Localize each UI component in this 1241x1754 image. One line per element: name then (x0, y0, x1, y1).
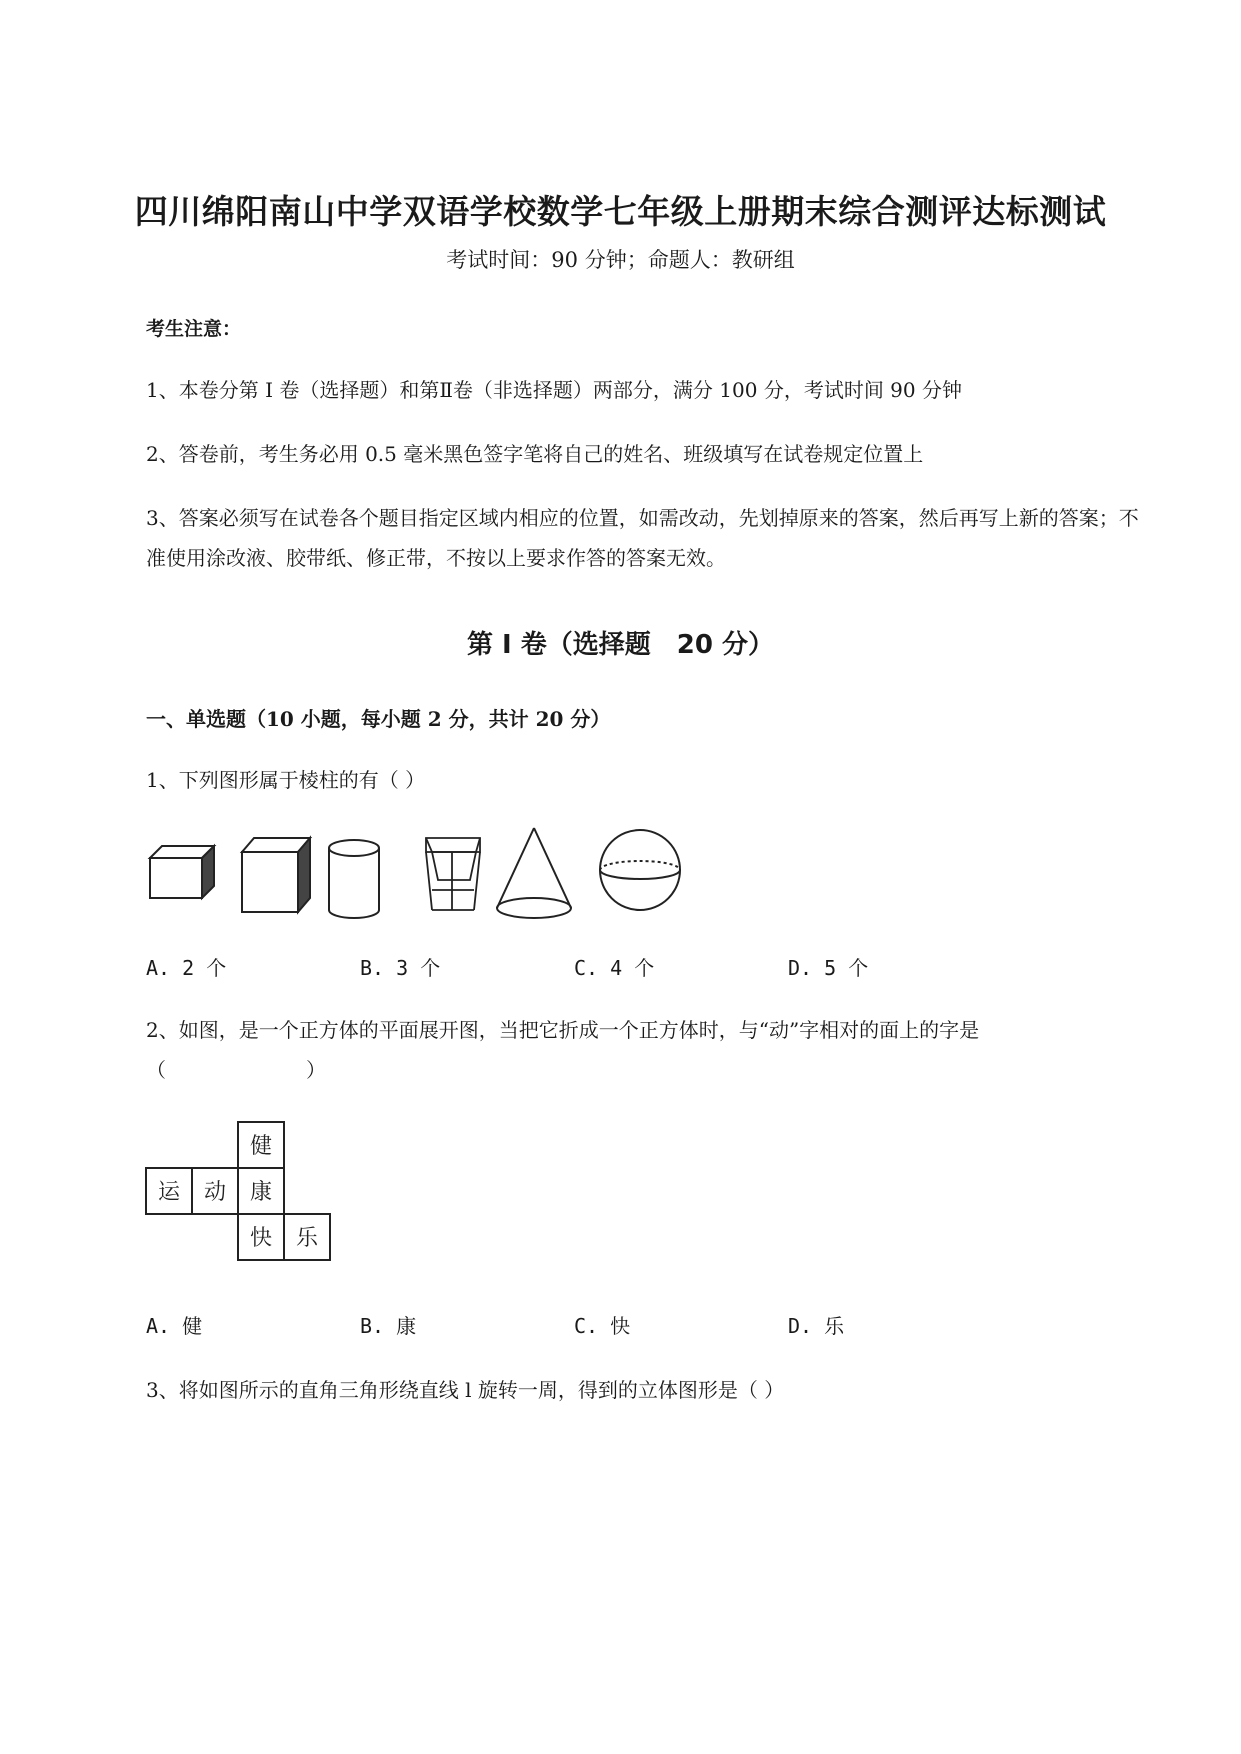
frustum-prism-shape (426, 838, 480, 910)
net-face-kang: 康 (249, 1180, 273, 1205)
net-face-kuai: 快 (249, 1226, 273, 1251)
cube-shape (242, 838, 310, 912)
question-1-stem: 1、下列图形属于棱柱的有（ ） (146, 768, 426, 792)
option-b[interactable]: B. 3 个 (360, 956, 441, 980)
option-a[interactable]: A. 健 (146, 1314, 203, 1338)
question-2-stem: 2、如图，是一个正方体的平面展开图，当把它折成一个正方体时，与“动”字相对的面上的字是（ ） (146, 1018, 980, 1082)
cylinder-shape (329, 840, 379, 918)
notice-item-1: 1、本卷分第 I 卷（选择题）和第Ⅱ卷（非选择题）两部分，满分 100 分，考试时间 90 分钟 (146, 378, 962, 402)
option-b[interactable]: B. 康 (360, 1314, 417, 1338)
net-face-yun: 运 (157, 1180, 181, 1205)
option-d[interactable]: D. 5 个 (788, 956, 869, 980)
sphere-shape (600, 830, 680, 910)
cube-net-diagram (144, 1120, 340, 1264)
net-face-le: 乐 (295, 1226, 319, 1251)
option-c[interactable]: C. 快 (574, 1314, 631, 1338)
exam-info: 考试时间：90 分钟；命题人：教研组 (446, 248, 795, 272)
option-d[interactable]: D. 乐 (788, 1314, 845, 1338)
question-1-options (146, 952, 1046, 982)
net-face-dong: 动 (203, 1180, 227, 1205)
section-title: 第 I 卷（选择题 20 分） (466, 630, 774, 660)
option-a[interactable]: A. 2 个 (146, 956, 227, 980)
cuboid-shape (150, 846, 214, 898)
notice-label: 考生注意： (146, 318, 242, 340)
question-2-options (146, 1310, 1046, 1340)
net-face-jian: 健 (249, 1134, 273, 1159)
notice-item-2: 2、答卷前，考生务必用 0.5 毫米黑色签字笔将自己的姓名、班级填写在试卷规定位置上 (146, 442, 924, 466)
notice-item-3: 3、答案必须写在试卷各个题目指定区域内相应的位置，如需改动，先划掉原来的答案，然后再写上新的答案；不准使用涂改液、胶带纸、修正带，不按以上要求作答的答案无效。 (146, 506, 1139, 570)
part-title: 一、单选题（10 小题，每小题 2 分，共计 20 分） (146, 707, 611, 731)
cone-shape (497, 828, 571, 918)
question-1-shapes (140, 820, 700, 930)
page-title: 四川绵阳南山中学双语学校数学七年级上册期末综合测评达标测试 (134, 192, 1107, 231)
option-c[interactable]: C. 4 个 (574, 956, 655, 980)
question-3-stem: 3、将如图所示的直角三角形绕直线 l 旋转一周，得到的立体图形是（ ） (146, 1378, 785, 1402)
